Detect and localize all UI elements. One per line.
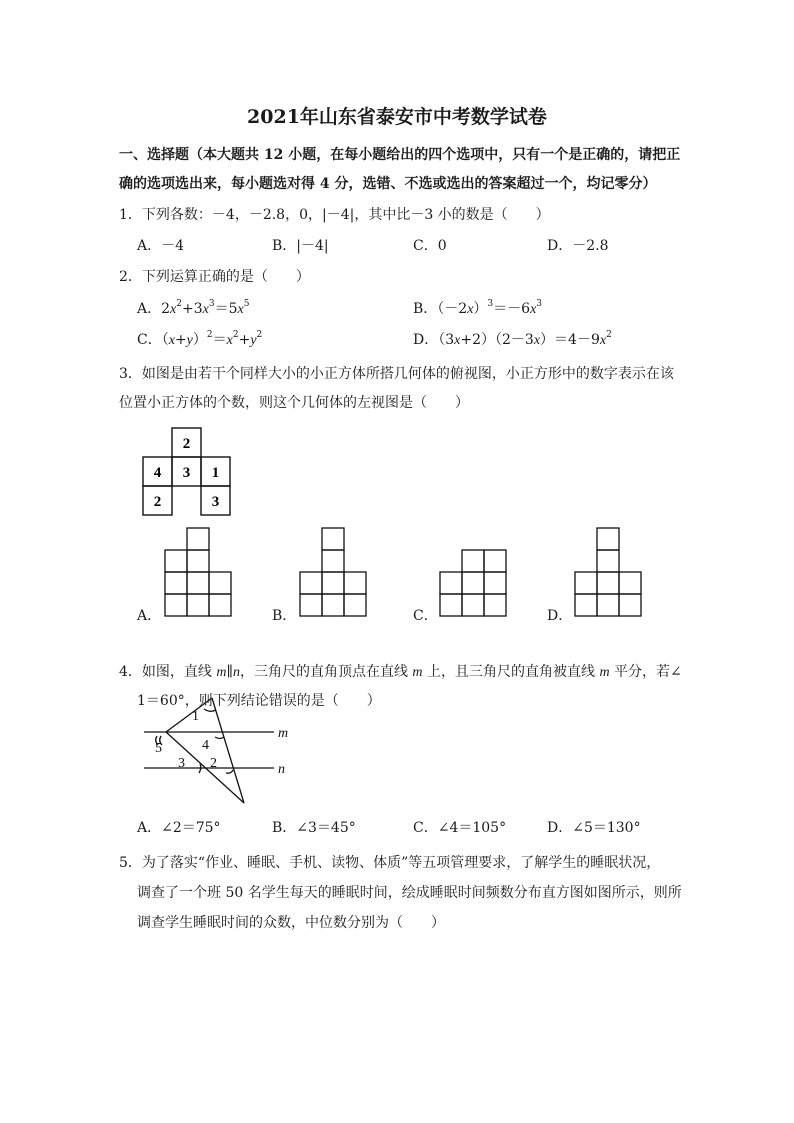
angle-label: 1 [192,709,199,724]
top-view-number: 2 [182,436,191,452]
angle-label: 2 [210,756,217,771]
q4-stem-line-1: 4．如图，直线 m∥n，三角尺的直角顶点在直线 m 上，且三角尺的直角被直线 m 平分，若∠ [119,664,682,680]
q4-geometry-figure [138,693,298,811]
q3-top-view-figure [140,426,234,516]
angle-label: 4 [202,738,209,753]
q3-option-b-figure [299,526,371,620]
top-view-number: 3 [211,494,220,510]
page-title: 2021年山东省泰安市中考数学试卷 [247,106,547,128]
q3-option-a-figure [164,526,236,620]
q4-option-c: C．∠4＝105° [413,820,507,836]
section-heading-line-1: 一、选择题（本大题共 12 小题，在每小题给出的四个选项中，只有一个是正确的，请把正 [119,147,681,163]
q2-option-a: A．$2x^2+3x^3=5x^5$ [137,299,250,317]
q3-option-c-label: C． [413,608,438,624]
q4-option-b: B．∠3＝45° [272,820,356,836]
triangle-side [212,698,244,803]
triangle-side [166,698,212,732]
q1-stem: 1．下列各数：－4，－2.8，0，|－4|，其中比－3 小的数是（ ） [119,207,550,223]
q2-option-d: D．$(3x+2)(2-3x)=4-9x^2$ [413,330,612,348]
top-view-number: 3 [182,465,191,481]
q3-option-a-label: A． [137,608,162,624]
angle-arc [204,709,216,711]
q3-stem-line-2: 位置小正方体的个数，则这个几何体的左视图是（ ） [119,395,469,411]
q3-option-b-label: B． [272,608,297,624]
q2-stem: 2．下列运算正确的是（ ） [119,269,310,285]
q4-option-d: D．∠5＝130° [547,820,641,836]
angle-arc [226,770,233,773]
q1-option-c: C．0 [413,238,447,254]
top-view-number: 2 [153,494,162,510]
angle-arc [215,737,224,739]
q4-option-a: A．∠2＝75° [137,820,221,836]
line-label-m: m [278,726,289,741]
q1-option-d: D．－2.8 [547,238,609,254]
angle-label: 3 [178,756,185,771]
top-view-number: 4 [153,465,162,481]
q1-option-a: A．－4 [137,238,185,254]
angle-label: 5 [155,741,162,756]
q1-option-b: B．|－4| [272,238,329,254]
top-view-number: 1 [211,465,220,481]
q3-option-d-figure [574,526,646,620]
q5-stem-line-3: 调查学生睡眠时间的众数，中位数分别为（ ） [137,915,445,931]
q3-option-d-label: D． [547,608,573,624]
q2-option-b: B．$(-2x)^3=-6x^3$ [413,299,543,317]
q2-option-c: C．$(x+y)^2=x^2+y^2$ [137,330,263,348]
line-label-n: n [278,762,285,777]
q3-stem-line-1: 3．如图是由若干个同样大小的小正方体所搭几何体的俯视图，小正方形中的数字表示在该 [119,366,674,382]
q4-stem-line-2: 1＝60°，则下列结论错误的是（ ） [137,693,381,709]
q3-option-c-figure [439,526,511,620]
q5-stem-line-2: 调查了一个班 50 名学生每天的睡眠时间，绘成睡眠时间频数分布直方图如图所示，则所 [137,885,682,901]
q5-stem-line-1: 5．为了落实“作业、睡眠、手机、读物、体质”等五项管理要求，了解学生的睡眠状况， [119,855,661,871]
section-heading-line-2: 确的选项选出来，每小题选对得 4 分，选错、不选或选出的答案超过一个，均记零分） [119,176,657,192]
